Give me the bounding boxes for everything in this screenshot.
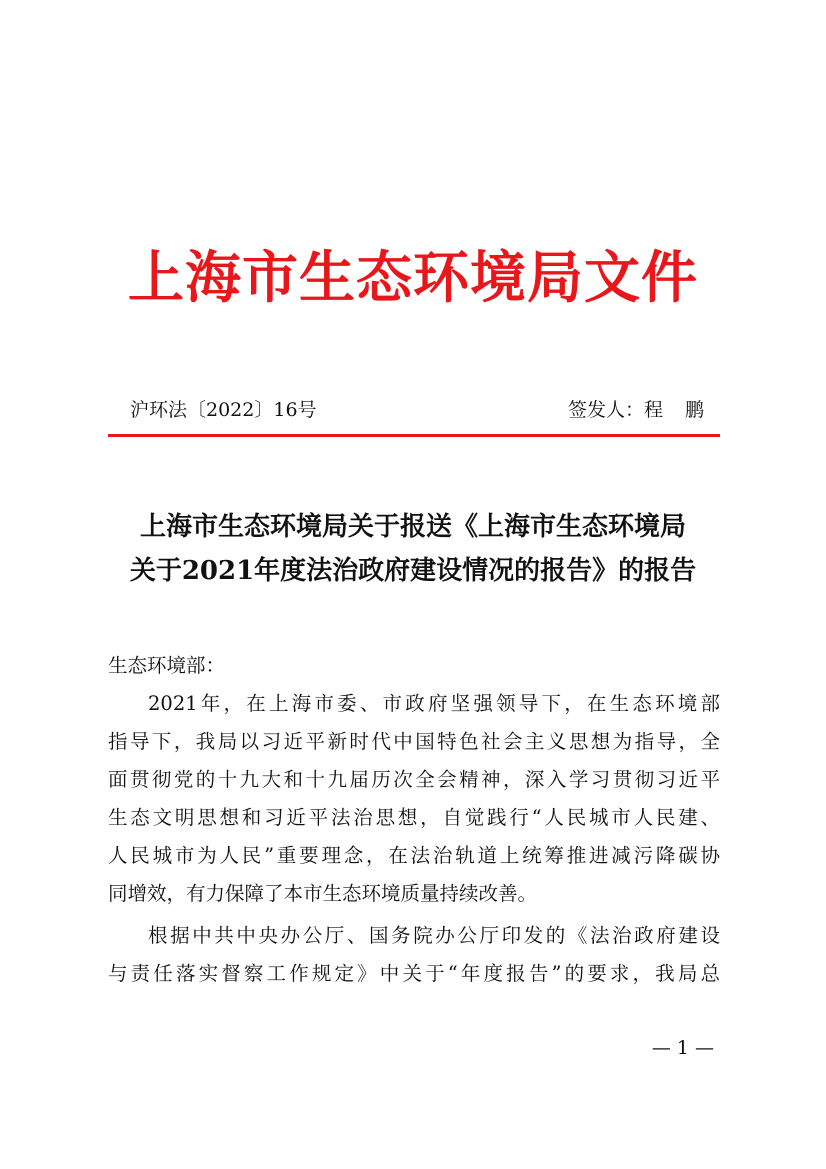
paragraph-1-line: 生态文明思想和习近平法治思想，自觉践行“人民城市人民建、	[108, 806, 720, 829]
document-title-line-2: 关于2021年度法治政府建设情况的报告》的报告	[129, 556, 697, 586]
document-number: 沪环法〔2022〕16号	[130, 399, 317, 421]
red-separator-rule	[108, 434, 720, 437]
document-body	[108, 647, 720, 993]
paragraph-2-line: 与责任落实督察工作规定》中关于“年度报告”的要求，我局总	[108, 962, 720, 985]
paragraph-1-line: 同增效，有力保障了本市生态环境质量持续改善。	[108, 882, 538, 905]
salutation: 生态环境部：	[108, 654, 226, 677]
paragraph-1-line: 人民城市为人民”重要理念，在法治轨道上统筹推进减污降碳协	[108, 844, 720, 867]
paragraph-1-line: 指导下，我局以习近平新时代中国特色社会主义思想为指导，全	[108, 730, 720, 753]
document-title-line-1: 上海市生态环境局关于报送《上海市生态环境局	[139, 512, 686, 542]
issuer-name: 程鹏	[643, 399, 726, 421]
masthead-title: 上海市生态环境局文件	[128, 245, 698, 311]
paragraph-2-line: 根据中共中央办公厅、国务院办公厅印发的《法治政府建设	[148, 924, 720, 947]
paragraph-2	[108, 917, 720, 993]
issuer	[567, 395, 726, 425]
paragraph-1-line: 2021年，在上海市委、市政府坚强领导下，在生态环境部	[148, 692, 720, 715]
paragraph-1-line: 面贯彻党的十九大和十九届历次全会精神，深入学习贯彻习近平	[108, 768, 720, 791]
page-number: — 1 —	[651, 1037, 714, 1059]
paragraph-1	[108, 685, 720, 913]
document-meta	[130, 395, 726, 425]
document-title	[100, 505, 726, 593]
issuer-label: 签发人：	[567, 399, 644, 421]
